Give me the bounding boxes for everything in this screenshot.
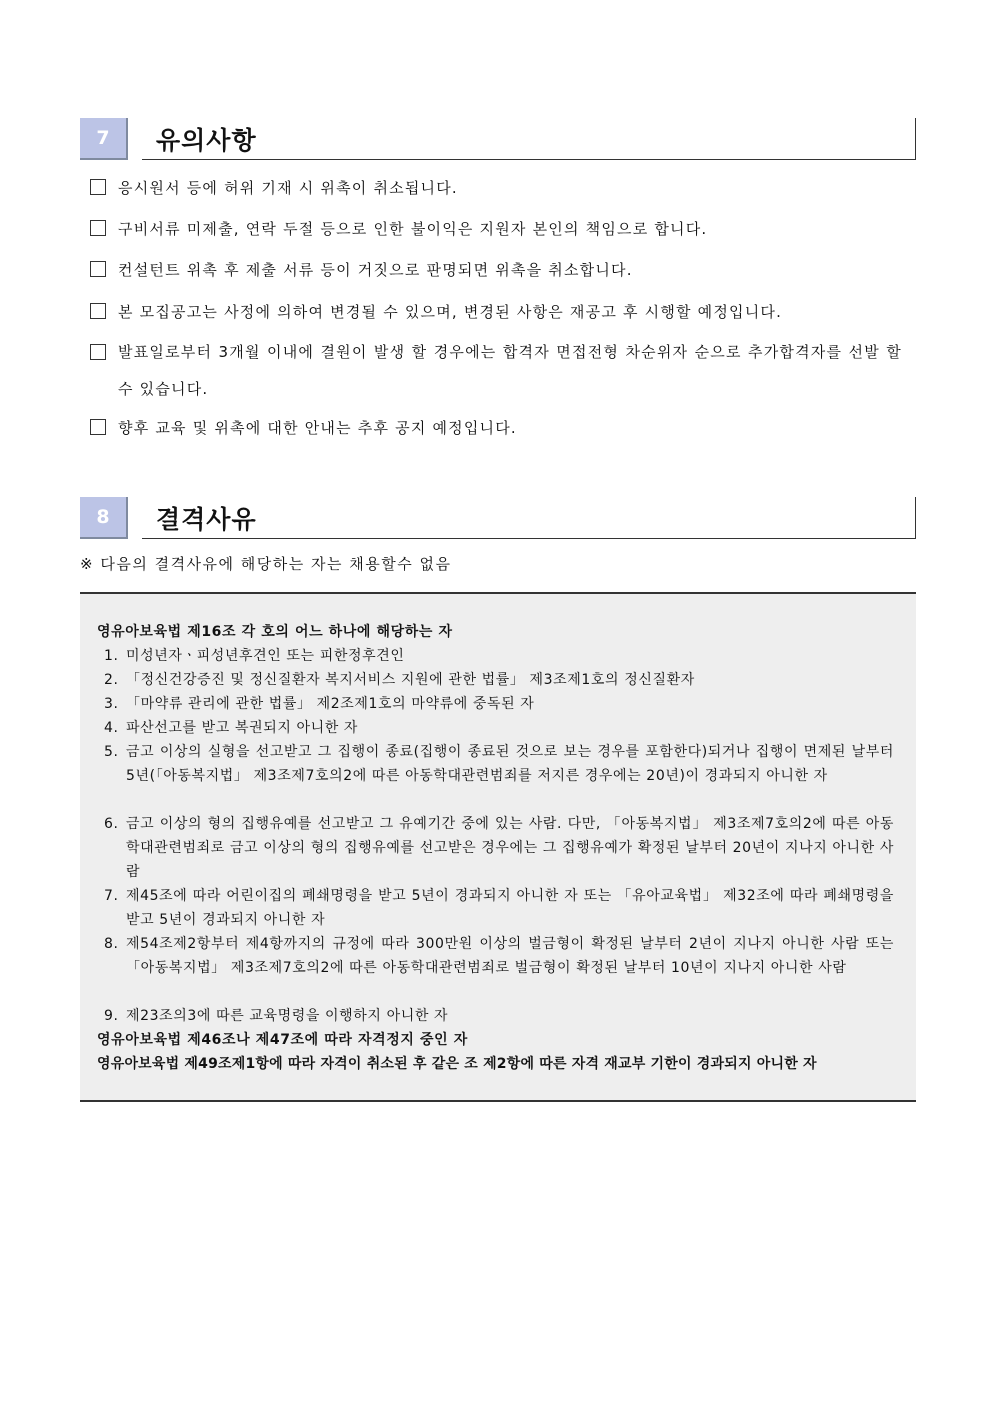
section-title: 결격사유: [156, 505, 257, 534]
law-heading: 영유아보육법 제46조나 제47조에 따라 자격정지 중인 자: [97, 1032, 468, 1048]
checkbox-icon: [90, 261, 106, 277]
checkbox-icon: [90, 419, 106, 435]
law-item: 5. 금고 이상의 실형을 선고받고 그 집행이 종료(집행이 종료된 것으로 보는 경우를 포함한다)되거나 집행이 면제된 날부터 5년(「아동복지법」 제3조제7호의2에 따른 아동학대관련범죄를 저지른 경우에는 20년)이 경과되지 아니한 자: [104, 744, 894, 784]
law-item: 3. 「마약류 관리에 관한 법률」 제2조제1호의 마약류에 중독된 자: [104, 696, 535, 712]
checkbox-icon: [90, 303, 106, 319]
checkbox-icon: [90, 220, 106, 236]
section-number-box: 8: [80, 497, 128, 539]
section-8-header: [80, 497, 916, 539]
law-item: 1. 미성년자ㆍ피성년후견인 또는 피한정후견인: [104, 648, 405, 664]
law-item: 7. 제45조에 따라 어린이집의 폐쇄명령을 받고 5년이 경과되지 아니한 자 또는 「유아교육법」 제32조에 따라 폐쇄명령을 받고 5년이 경과되지 아니한 자: [104, 888, 894, 928]
section-title-frame: [142, 497, 916, 539]
law-item: 2. 「정신건강증진 및 정신질환자 복지서비스 지원에 관한 법률」 제3조제1호의 정신질환자: [104, 672, 695, 688]
law-item: 4. 파산선고를 받고 복권되지 아니한 자: [104, 720, 359, 736]
law-heading: 영유아보육법 제16조 각 호의 어느 하나에 해당하는 자: [97, 624, 453, 640]
checkbox-icon: [90, 179, 106, 195]
section-title-frame: [142, 118, 916, 160]
section-number-box: 7: [80, 118, 128, 160]
law-item: 8. 제54조제2항부터 제4항까지의 규정에 따라 300만원 이상의 벌금형이 확정된 날부터 2년이 지나지 아니한 사람 또는 「아동복지법」 제3조제7호의2에 따른 아동학대관련범죄로 벌금형이 확정된 날부터 10년이 지나지 아니한 사람: [104, 936, 894, 976]
law-item: 6. 금고 이상의 형의 집행유예를 선고받고 그 유예기간 중에 있는 사람. 다만, 「아동복지법」 제3조제7호의2에 따른 아동학대관련범죄로 금고 이상의 형의 집행유예를 선고받은 경우에는 그 집행유예가 확정된 날부터 20년이 지나지 아니한 사람: [104, 816, 894, 880]
checkbox-icon: [90, 344, 106, 360]
law-item: 9. 제23조의3에 따른 교육명령을 이행하지 아니한 자: [104, 1008, 449, 1024]
disqualification-note: ※ 다음의 결격사유에 해당하는 자는 채용할수 없음: [80, 555, 452, 573]
section-7-header: [80, 118, 916, 160]
notice-item: 발표일로부터 3개월 이내에 결원이 발생 할 경우에는 합격자 면접전형 차순위자 순으로 추가합격자를 선발 할 수 있습니다.: [90, 342, 910, 402]
law-heading: 영유아보육법 제49조제1항에 따라 자격이 취소된 후 같은 조 제2항에 따른 자격 재교부 기한이 경과되지 아니한 자: [97, 1056, 817, 1072]
section-title: 유의사항: [156, 126, 257, 155]
